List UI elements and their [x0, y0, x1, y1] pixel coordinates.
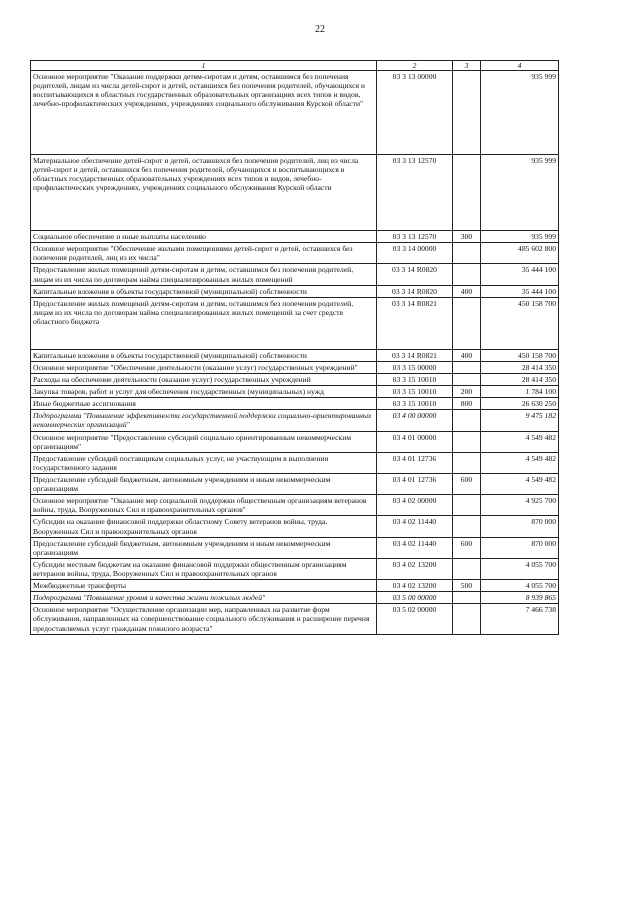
row-code: 03 3 15 10010 — [377, 386, 453, 398]
row-code: 03 4 01 12736 — [377, 473, 453, 494]
row-code: 03 3 13 00000 — [377, 71, 453, 155]
row-expense-type — [453, 410, 481, 431]
row-name: Предоставление субсидий поставщикам социальных услуг, не участвующим в выполнении государственного задания — [31, 452, 377, 473]
row-amount: 935 999 — [481, 231, 559, 243]
row-name: Межбюджетные трансферты — [31, 580, 377, 592]
row-expense-type — [453, 155, 481, 231]
table-row — [31, 373, 559, 385]
row-expense-type: 600 — [453, 473, 481, 494]
budget-table — [30, 60, 559, 635]
row-expense-type: 300 — [453, 231, 481, 243]
row-amount: 28 414 350 — [481, 361, 559, 373]
table-row — [31, 558, 559, 579]
table-row — [31, 431, 559, 452]
row-amount: 4 925 700 — [481, 495, 559, 516]
row-code: 03 3 15 10010 — [377, 373, 453, 385]
row-name: Субсидии местным бюджетам на оказание финансовой поддержки общественным организациям ветеранов войны, труда, Вооруженных Сил и правоохранительных органов — [31, 558, 377, 579]
column-header: 4 — [481, 61, 559, 71]
column-header: 1 — [31, 61, 377, 71]
row-expense-type: 200 — [453, 386, 481, 398]
row-expense-type — [453, 243, 481, 264]
table-row — [31, 537, 559, 558]
table-row — [31, 604, 559, 634]
row-expense-type — [453, 297, 481, 349]
row-expense-type — [453, 264, 481, 285]
row-expense-type — [453, 71, 481, 155]
table-row — [31, 297, 559, 349]
row-amount: 4 549 482 — [481, 431, 559, 452]
row-amount: 8 939 865 — [481, 592, 559, 604]
row-expense-type: 400 — [453, 285, 481, 297]
row-amount: 35 444 100 — [481, 285, 559, 297]
row-code: 03 4 00 00000 — [377, 410, 453, 431]
row-code: 03 4 01 12736 — [377, 452, 453, 473]
row-expense-type: 500 — [453, 580, 481, 592]
row-code: 03 3 14 R0821 — [377, 297, 453, 349]
row-name: Предоставление жилых помещений детям-сиротам и детям, оставшимся без попечения родителей, лицам из их числа по договорам найма специализированных жилых помещений — [31, 264, 377, 285]
row-amount: 1 784 100 — [481, 386, 559, 398]
page-number: 22 — [315, 24, 325, 35]
row-amount: 28 414 350 — [481, 373, 559, 385]
row-name: Закупка товаров, работ и услуг для обеспечения государственных (муниципальных) нужд — [31, 386, 377, 398]
row-amount: 26 630 250 — [481, 398, 559, 410]
row-code: 03 4 02 13200 — [377, 580, 453, 592]
row-amount: 9 475 182 — [481, 410, 559, 431]
row-expense-type: 800 — [453, 398, 481, 410]
row-amount: 485 602 800 — [481, 243, 559, 264]
row-name: Подпрограмма "Повышение эффективности государственной поддержки социально-ориентированных некоммерческих организаций" — [31, 410, 377, 431]
row-code: 03 4 01 00000 — [377, 431, 453, 452]
row-name: Основное мероприятие "Оказание поддержки детям-сиротам и детям, оставшимся без попечения родителей, лицам из числа детей-сирот и детей, оставшихся без попечения родителей, обучающихся и воспитывающихся в областных государственных образовательных организациях всех типов и видов, лечебно-профилактических учреждениях, учреждениях социального обслуживания Курской области" — [31, 71, 377, 155]
row-expense-type — [453, 592, 481, 604]
table-row — [31, 243, 559, 264]
row-name: Капитальные вложения в объекты государственной (муниципальной) собственности — [31, 349, 377, 361]
row-name: Предоставление субсидий бюджетным, автономным учреждениям и иным некоммерческим организациям — [31, 473, 377, 494]
table-row — [31, 349, 559, 361]
row-code: 03 5 00 00000 — [377, 592, 453, 604]
row-amount: 35 444 100 — [481, 264, 559, 285]
row-expense-type — [453, 558, 481, 579]
row-expense-type — [453, 373, 481, 385]
row-code: 03 3 14 R0821 — [377, 349, 453, 361]
row-name: Подпрограмма "Повышение уровня и качества жизни пожилых людей" — [31, 592, 377, 604]
table-row — [31, 231, 559, 243]
row-amount: 935 999 — [481, 155, 559, 231]
column-header: 2 — [377, 61, 453, 71]
row-code: 03 4 02 11440 — [377, 537, 453, 558]
row-name: Субсидии на оказание финансовой поддержки областному Совету ветеранов войны, труда, Вооруженных Сил и правоохранительных органов — [31, 516, 377, 537]
row-name: Основное мероприятие "Обеспечение жилыми помещениями детей-сирот и детей, оставшихся без попечения родителей, лиц из их числа" — [31, 243, 377, 264]
row-code: 03 3 14 00000 — [377, 243, 453, 264]
table-row-subprogram — [31, 592, 559, 604]
row-expense-type — [453, 361, 481, 373]
row-expense-type — [453, 452, 481, 473]
row-amount: 7 466 738 — [481, 604, 559, 634]
row-code: 03 3 15 00000 — [377, 361, 453, 373]
row-code: 03 3 13 12570 — [377, 155, 453, 231]
table-row — [31, 452, 559, 473]
row-name: Иные бюджетные ассигнования — [31, 398, 377, 410]
table-header-row — [31, 61, 559, 71]
row-code: 03 4 02 11440 — [377, 516, 453, 537]
row-code: 03 3 14 R0820 — [377, 264, 453, 285]
table-row — [31, 361, 559, 373]
row-name: Основное мероприятие "Осуществление организации мер, направленных на развитие форм обслуживания, направленных на совершенствование социального обслуживания и расширение перечня предоставляемых услуг гражданам пожилого возраста" — [31, 604, 377, 634]
row-code: 03 5 02 00000 — [377, 604, 453, 634]
row-code: 03 4 02 13200 — [377, 558, 453, 579]
row-name: Предоставление жилых помещений детям-сиротам и детям, оставшимся без попечения родителей, лицам из их числа по договорам найма специализированных жилых помещений за счет средств областного бюджета — [31, 297, 377, 349]
row-code: 03 3 14 R0820 — [377, 285, 453, 297]
row-amount: 4 549 482 — [481, 452, 559, 473]
row-amount: 450 158 700 — [481, 297, 559, 349]
row-code: 03 3 13 12570 — [377, 231, 453, 243]
row-expense-type — [453, 516, 481, 537]
row-name: Расходы на обеспечение деятельности (оказание услуг) государственных учреждений — [31, 373, 377, 385]
table-row — [31, 398, 559, 410]
table-row — [31, 71, 559, 155]
row-amount: 4 055 700 — [481, 580, 559, 592]
table-row — [31, 516, 559, 537]
table-row — [31, 580, 559, 592]
row-name: Капитальные вложения в объекты государственной (муниципальной) собственности — [31, 285, 377, 297]
row-name: Основное мероприятие "Обеспечение деятельности (оказание услуг) государственных учреждений" — [31, 361, 377, 373]
row-amount: 870 000 — [481, 537, 559, 558]
table-row — [31, 155, 559, 231]
row-code: 03 4 02 00000 — [377, 495, 453, 516]
row-name: Предоставление субсидий бюджетным, автономным учреждениям и иным некоммерческим организациям — [31, 537, 377, 558]
row-expense-type: 400 — [453, 349, 481, 361]
row-expense-type — [453, 495, 481, 516]
row-expense-type — [453, 431, 481, 452]
table-row — [31, 386, 559, 398]
row-code: 03 3 15 10010 — [377, 398, 453, 410]
row-amount: 450 158 700 — [481, 349, 559, 361]
row-name: Основное мероприятие "Оказание мер социальной поддержки общественным организациям ветеранов войны, труда, Вооруженных Сил и правоохранительных органов" — [31, 495, 377, 516]
row-amount: 4 055 700 — [481, 558, 559, 579]
row-amount: 870 000 — [481, 516, 559, 537]
row-expense-type — [453, 604, 481, 634]
row-amount: 4 549 482 — [481, 473, 559, 494]
row-name: Основное мероприятие "Предоставление субсидий социально ориентированным некоммерческим организациям" — [31, 431, 377, 452]
table-row — [31, 264, 559, 285]
row-amount: 935 999 — [481, 71, 559, 155]
table-row-subprogram — [31, 410, 559, 431]
table-row — [31, 495, 559, 516]
column-header: 3 — [453, 61, 481, 71]
row-name: Материальное обеспечение детей-сирот и детей, оставшихся без попечения родителей, лиц из числа детей-сирот и детей, оставшихся без попечения родителей, обучающихся и воспитывающихся в областных государственных образовательных учреждениях всех типов и видов, лечебно-профилактических учреждениях, учреждениях социального обслуживания Курской области — [31, 155, 377, 231]
table-row — [31, 285, 559, 297]
table-row — [31, 473, 559, 494]
row-name: Социальное обеспечение и иные выплаты населению — [31, 231, 377, 243]
row-expense-type: 600 — [453, 537, 481, 558]
